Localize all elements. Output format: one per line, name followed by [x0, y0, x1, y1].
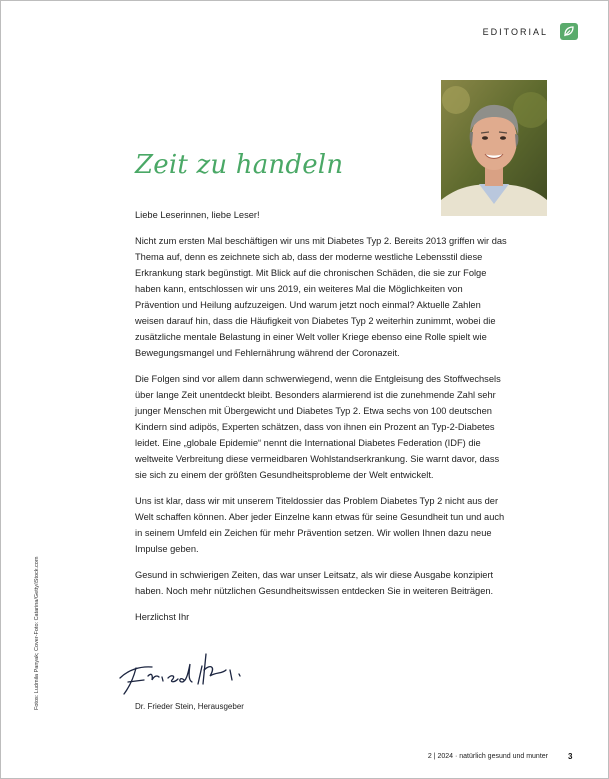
- author-portrait: [441, 80, 547, 216]
- paragraph: Die Folgen sind vor allem dann schwerwiegend, wenn die Entgleisung des Stoffwechsels über lange Zeit unentdeckt bleibt. Besonders alarmierend ist die zunehmende Zahl sehr junger Menschen mit Übergewicht und Diabetes Typ 2. Etwa sechs von 100 deutschen Kindern sind adipös, Experten schätzen, dass von ihnen ein Prozent an Typ-2-Diabetes leidet. Eine „globale Epidemie“ nennt die International Diabetes Federation (IDF) die weltweite Verbreitung diese vermeidbaren Wohlstandserkrankung. Sie warnt davor, dass sie sich zu einem der größten Gesundheitsprobleme der Welt entwickelt.: [135, 373, 501, 481]
- closing: Herzlichst Ihr: [135, 611, 190, 622]
- photo-credit: Fotos: Ludmila Panyak; Cover-Foto: Catarina/Getty/iStock.com: [34, 556, 40, 710]
- paragraph: Uns ist klar, dass wir mit unserem Titeldossier das Problem Diabetes Typ 2 nicht aus der Welt schaffen können. Aber jeder Einzelne kann etwas für seine Gesundheit tun und auch in seinem Umfeld ein Zeichen für mehr Prävention setzen. Wir wollen Ihnen dazu neue Impulse geben.: [135, 496, 505, 555]
- article-title: Zeit zu handeln: [135, 150, 344, 180]
- greeting: Liebe Leserinnen, liebe Leser!: [135, 210, 260, 220]
- footer-issue: 2 | 2024 · natürlich gesund und munter: [427, 753, 548, 760]
- page-number: 3: [568, 752, 573, 761]
- signer-name: Dr. Frieder Stein, Herausgeber: [135, 702, 244, 711]
- paragraph: Gesund in schwierigen Zeiten, das war unser Leitsatz, als wir diese Ausgabe konzipiert haben. Noch mehr nützlichen Gesundheitswissen entdecken Sie in weiteren Beiträgen.: [135, 569, 494, 596]
- handwritten-signature: [118, 640, 278, 700]
- paragraph: Nicht zum ersten Mal beschäftigen wir uns mit Diabetes Typ 2. Bereits 2013 griffen wir das Thema auf, denn es zeichnete sich ab, dass der moderne westliche Lebensstil diese Erkrankung stark begünstigt. Mit Blick auf die chronischen Schäden, die sie zur Folge haben kann, entschlossen wir uns 2019, ein weiteres Mal die Möglichkeiten von Prävention und Heilung aufzuzeigen. Und warum jetzt noch einmal? Aktuelle Zahlen weisen darauf hin, dass die Häufigkeit von Diabetes Typ 2 weiterhin zunimmt, wobei die zusätzliche mentale Belastung in einer Welt voller Kriege ebenso eine Rolle spielt wie Bewegungsmangel und Fehlernährung während der Coronazeit.: [135, 235, 507, 359]
- leaf-icon: [560, 23, 578, 40]
- section-label: EDITORIAL: [482, 27, 548, 37]
- article-body: [135, 207, 507, 634]
